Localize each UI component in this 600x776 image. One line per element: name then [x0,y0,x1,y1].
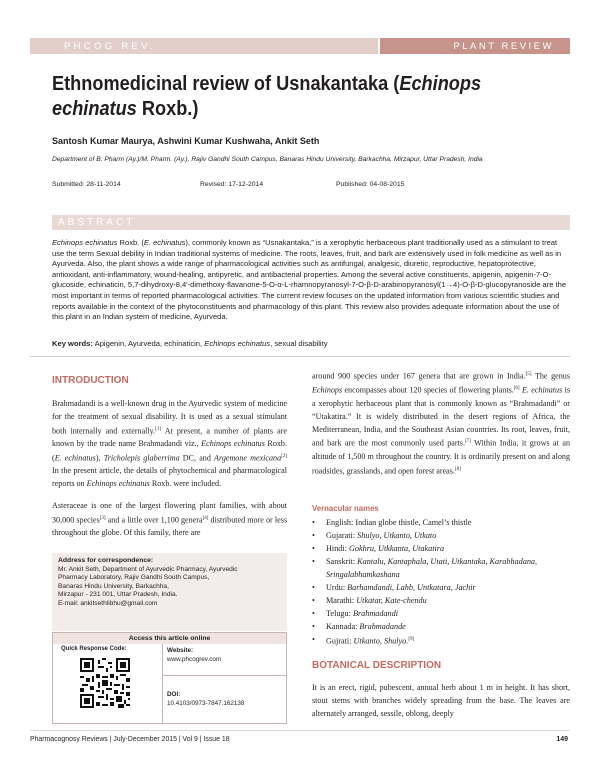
journal-abbrev: PHCOG REV. [64,41,156,52]
doi-label: DOI: [167,691,181,698]
keywords: Key words: Apigenin, Ayurveda, echinaticin, Echinops echinatus, sexual disability [52,339,328,348]
affiliation: Department of B. Pharm (Ay.)/M. Pharm. (Ay.), Rajiv Gandhi South Campus, Banaras Hindu University, Barkachha, Mirzapur, Uttar Pradesh, India [52,156,483,163]
correspondence-line: Pharmacy Laboratory, Rajiv Gandhi South Campus, [58,574,210,581]
introduction-continued: around 900 species under 167 genera that are grown in India.[5] The genus Echinops encompasses about 120 species of flowering plants.[6] E. echinatus is a xerophytic herbaceous plant that is commonly known as “Brahmadandi” or “Utakatira.” It is widely distributed in the desert regions of Africa, the Mediterranean, India, and the Southeast Asian countries. Its root, leaves, fruit, and bark are the most commonly used parts.[7] Within India, it grows at an altitude of 1,500 m throughout the country. It is ordinarily present on and along roadsides, grasslands, and open forest areas.[8] [312,371,570,476]
published-date: Published: 04-08-2015 [336,181,405,188]
botanical-heading: BOTANICAL DESCRIPTION [312,660,442,671]
qr-section [53,644,163,724]
list-item: • Telugu: Brahmadandi [312,607,570,620]
vernacular-heading: Vernacular names [312,504,379,513]
access-online-box [52,632,287,724]
journal-header-bar [30,38,378,54]
introduction-text: Brahmadandi is a well-known drug in the Ayurvedic system of medicine for the treatment of sexual disability. It is used as a sexual stimulant both internally and externally.[1] At present, a number of plants are known by the trade name Brahmadandi viz., Echinops echinatus Roxb. (E. echinatus), Tricholepis glaberrima DC, and Argemone mexicana[2] In the present article, the details of phytochemical and pharmacological reports on Echinops echinatus Roxb. were included. Asteraceae is one of the largest flowering plant families, with about 30,000 species[3] and a little over 1,100 genera[4] distributed more or less throughout the globe. Of this family, there are [52,399,287,538]
vernacular-list [312,516,570,648]
list-item: • Gujarati: Shulyo, Utkanto, Utkato [312,529,570,542]
divider [163,675,287,676]
list-item: • Kannada: Brahmadande [312,620,570,633]
list-item: • Hindi: Gokhru, Utkkanta, Utakatira [312,542,570,555]
doi-block [167,690,244,708]
doi-link[interactable]: 10.4103/0973-7847.162138 [167,700,245,707]
list-item: • Urdu: Barhamdandi, Lahb, Untkatara, Jachir [312,581,570,594]
section-label: PLANT REVIEW [453,41,554,52]
website-block [167,646,221,664]
correspondence-box [52,553,287,631]
authors: Santosh Kumar Maurya, Ashwini Kumar Kushwaha, Ankit Seth [52,136,320,146]
footer-divider [30,730,570,731]
revised-date: Revised: 17-12-2014 [200,181,264,188]
qr-label: Quick Response Code: [61,646,127,652]
submitted-date: Submitted: 28-11-2014 [52,181,121,188]
divider [30,356,570,357]
list-item: • Sanskrit: Kantalu, Kantaphala, Utati, Utkantaka, Karabhadana, Sringalabhamkashana [312,555,570,581]
journal-footer: Pharmacognosy Reviews | July-December 2015 | Vol 9 | Issue 18 [30,736,230,743]
abstract-heading: ABSTRACT [58,217,136,228]
abstract-text: Echinops echinatus Roxb. (E. echinatus), commonly known as “Usnakantaka,” is a xerophytic herbaceous plant traditionally used as a stimulant to treat use the term Sexual debility in Indian traditional systems of medicine. The roots, leaves, fruit, and bark are extensively used in folk medicine as well as in Ayurveda. Also, the plant shows a wide range of pharmacological activities such as antifungal, analgesic, diuretic, reproductive, hepatoprotective, antioxidant, anti-inflammatory, wound-healing, antipyretic, and antibacterial properties. Among the several active constituents, apigenin, apigenin-7-O-glucoside, echinaticin, 5,7-dihydroxy-8,4′-dimethoxy-flavanone-5-O-α-L-rhamnopyranosyl-7-O-β-D-arabinopyranosyl(1→4)-O-β-D-glucopyranoside are the most important in terms of reported pharmacological activities. The current review focuses on the updated information from various scientific studies and reports available in the context of the phytoconstituents and pharmacology of this plant. This review also provides adequate information about the use of this plant in an Indian system of medicine, Ayurveda. [52,238,567,322]
section-header-bar [380,38,570,54]
page-number: 149 [556,736,568,743]
correspondence-line: Banaras Hindu University, Barkachha, [58,582,169,590]
access-heading: Access this article online [53,633,286,644]
correspondence-line: Mr. Ankit Seth, Department of Ayurvedic Pharmacy, Ayurvedic [58,565,238,573]
website-label: Website: [167,647,194,654]
correspondence-heading: Address for correspondence: [58,557,154,564]
website-link[interactable]: www.phcogrev.com [167,656,222,663]
correspondence-email[interactable]: E-mail: ankitsethlibhu@gmail.com [58,599,158,607]
abstract-header-bar [52,215,570,230]
introduction-heading: INTRODUCTION [52,375,129,386]
qr-code-icon[interactable] [80,658,130,708]
list-item: • Marathi: Utkatar, Kate-chendu [312,594,570,607]
article-title: Ethnomedicinal review of Usnakantaka (Echinops echinatus Roxb.) [52,73,482,120]
correspondence-line: Mirzapur - 231 001, Uttar Pradesh, India. [58,591,178,598]
list-item: • Gujrati: Utkanto, Shulyo.[9] [312,633,570,648]
botanical-text: It is an erect, rigid, pubescent, annual herb about 1 m in height. It has short, stout stems with branches widely spreading from the base. The leaves are alternately arranged, sessile, oblong, deeply [312,683,570,718]
list-item: • English: Indian globe thistle, Camel’s thistle [312,516,570,529]
